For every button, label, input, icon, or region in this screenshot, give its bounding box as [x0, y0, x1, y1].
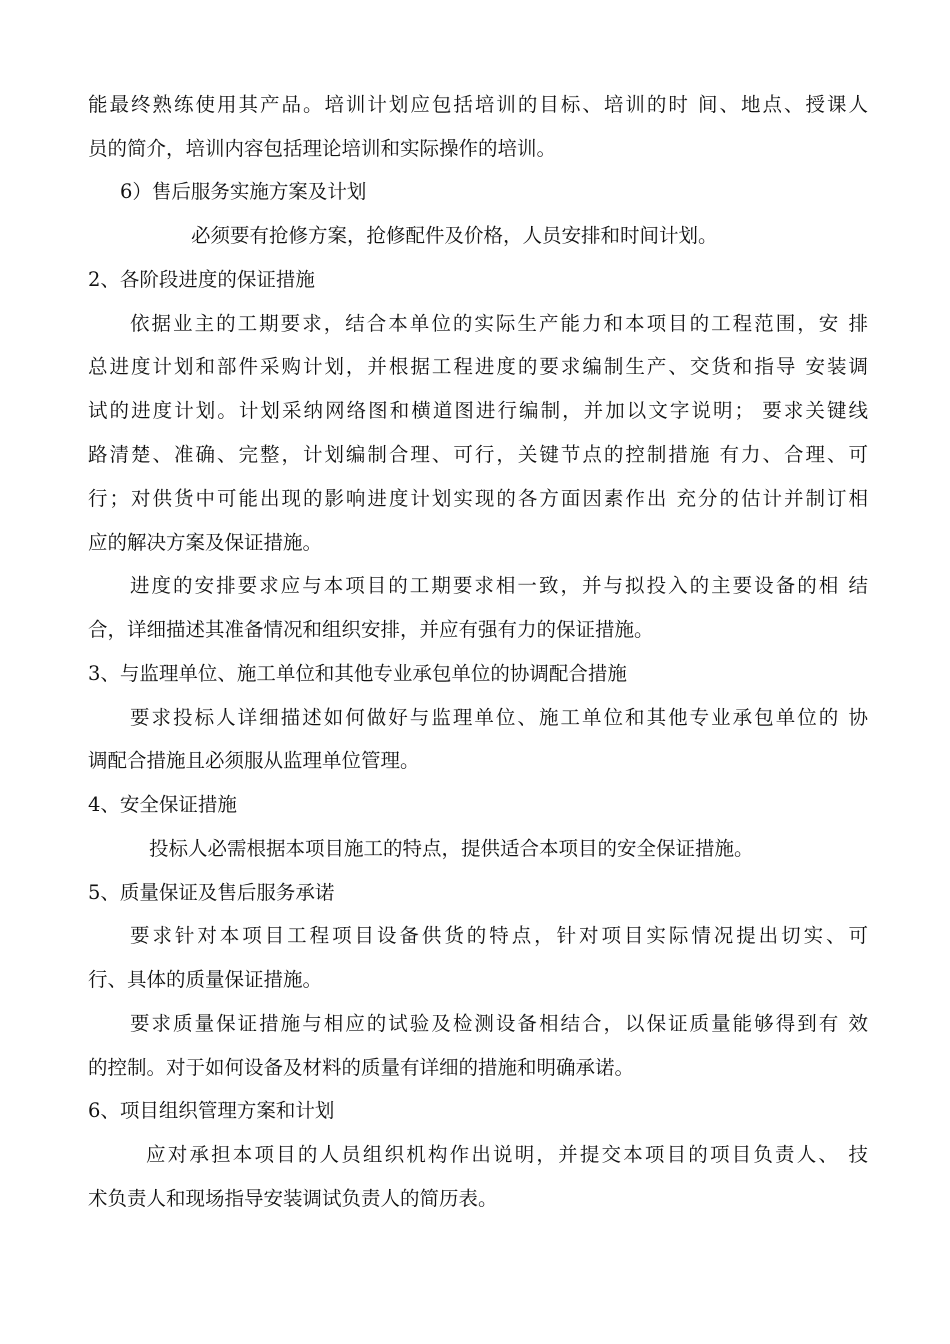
section-heading: 3、与监理单位、施工单位和其他专业承包单位的协调配合措施 [88, 662, 627, 685]
section-heading: 5、质量保证及售后服务承诺 [88, 881, 335, 904]
body-text-line: 的控制。对于如何设备及材料的质量有详细的措施和明确承诺。 [88, 1056, 635, 1079]
body-text-line: 试的进度计划。计划采纳网络图和横道图进行编制，并加以文字说明； 要求关键线 [88, 399, 868, 422]
body-text-line: 进度的安排要求应与本项目的工期要求相一致，并与拟投入的主要设备的相 结 [130, 574, 868, 597]
body-text-line: 行；对供货中可能出现的影响进度计划实现的各方面因素作出 充分的估计并制订相 [88, 487, 868, 510]
section-heading: 6、项目组织管理方案和计划 [88, 1099, 335, 1122]
body-text-line: 依据业主的工期要求，结合本单位的实际生产能力和本项目的工程范围，安 排 [130, 312, 868, 335]
body-text-line: 合，详细描述其准备情况和组织安排，并应有强有力的保证措施。 [88, 618, 654, 641]
body-text-line: 投标人必需根据本项目施工的特点，提供适合本项目的安全保证措施。 [149, 837, 754, 860]
subsection-heading: 6）售后服务实施方案及计划 [120, 180, 367, 203]
body-text-line: 术负责人和现场指导安装调试负责人的简历表。 [88, 1187, 498, 1210]
body-text-line: 应对承担本项目的人员组织机构作出说明，并提交本项目的项目负责人、 技 [146, 1143, 868, 1166]
body-text-line: 员的简介，培训内容包括理论培训和实际操作的培训。 [88, 137, 557, 160]
body-text-line: 总进度计划和部件采购计划，并根据工程进度的要求编制生产、交货和指导 安装调 [88, 355, 868, 378]
body-text-line: 路清楚、准确、完整，计划编制合理、可行，关键节点的控制措施 有力、合理、可 [88, 443, 868, 466]
body-text-line: 要求质量保证措施与相应的试验及检测设备相结合，以保证质量能够得到有 效 [130, 1012, 868, 1035]
body-text-line: 调配合措施且必须服从监理单位管理。 [88, 749, 420, 772]
body-text-line: 应的解决方案及保证措施。 [88, 531, 323, 554]
section-heading: 2、各阶段进度的保证措施 [88, 268, 315, 291]
body-text-line: 要求投标人详细描述如何做好与监理单位、施工单位和其他专业承包单位的 协 [130, 706, 868, 729]
body-text-line: 要求针对本项目工程项目设备供货的特点，针对项目实际情况提出切实、可 [130, 924, 868, 947]
body-text-line: 必须要有抢修方案，抢修配件及价格，人员安排和时间计划。 [191, 224, 718, 247]
section-heading: 4、安全保证措施 [88, 793, 237, 816]
body-text-line: 行、具体的质量保证措施。 [88, 968, 323, 991]
body-text-line: 能最终熟练使用其产品。培训计划应包括培训的目标、培训的时 间、地点、授课人 [88, 93, 868, 116]
